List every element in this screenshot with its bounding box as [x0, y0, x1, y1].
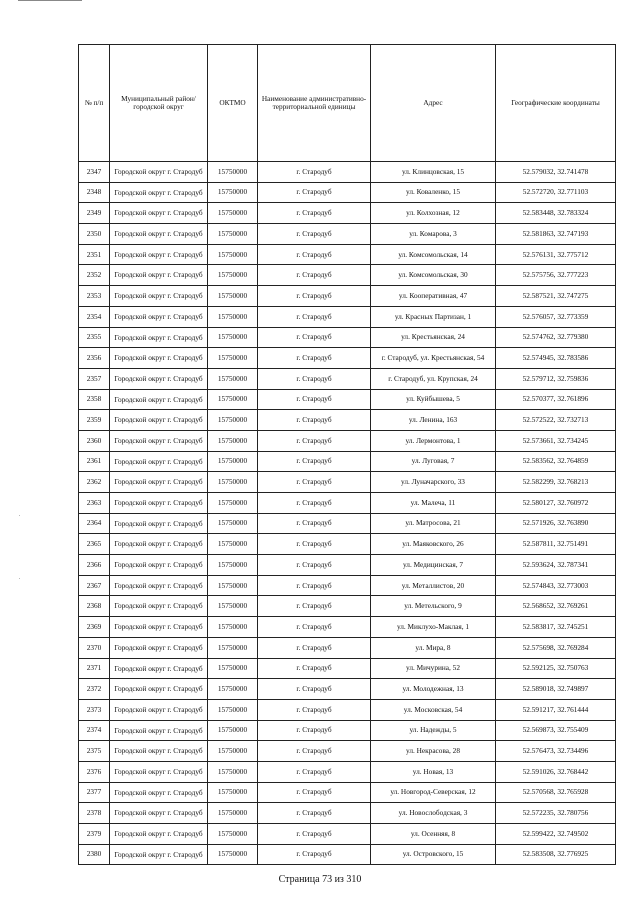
cell-coords: 52.583817, 32.745251: [496, 617, 616, 638]
cell-num: 2379: [79, 824, 110, 845]
cell-num: 2363: [79, 493, 110, 514]
cell-address: ул. Лермонтова, 1: [371, 430, 496, 451]
cell-num: 2353: [79, 286, 110, 307]
cell-address: ул. Коваленко, 15: [371, 182, 496, 203]
cell-address: ул. Новая, 13: [371, 761, 496, 782]
cell-coords: 52.589018, 32.749897: [496, 679, 616, 700]
cell-unit: г. Стародуб: [258, 720, 371, 741]
cell-coords: 52.574843, 32.773003: [496, 575, 616, 596]
cell-address: ул. Клинцовская, 15: [371, 162, 496, 183]
cell-address: г. Стародуб, ул. Крестьянская, 54: [371, 348, 496, 369]
cell-num: 2377: [79, 782, 110, 803]
cell-oktmo: 15750000: [208, 803, 258, 824]
table-header: [79, 45, 616, 162]
cell-oktmo: 15750000: [208, 430, 258, 451]
cell-oktmo: 15750000: [208, 182, 258, 203]
cell-address: ул. Московская, 54: [371, 699, 496, 720]
header-num: № п/п: [79, 45, 110, 162]
table-row: [79, 741, 616, 762]
cell-num: 2367: [79, 575, 110, 596]
cell-unit: г. Стародуб: [258, 265, 371, 286]
cell-oktmo: 15750000: [208, 265, 258, 286]
table-row: [79, 203, 616, 224]
table-row: [79, 720, 616, 741]
cell-unit: г. Стародуб: [258, 513, 371, 534]
cell-coords: 52.572235, 32.780756: [496, 803, 616, 824]
cell-unit: г. Стародуб: [258, 844, 371, 865]
cell-unit: г. Стародуб: [258, 596, 371, 617]
cell-district: Городской округ г. Стародуб: [110, 224, 208, 245]
cell-num: 2349: [79, 203, 110, 224]
cell-district: Городской округ г. Стародуб: [110, 244, 208, 265]
cell-unit: г. Стародуб: [258, 534, 371, 555]
cell-unit: г. Стародуб: [258, 575, 371, 596]
table-row: [79, 803, 616, 824]
cell-district: Городской округ г. Стародуб: [110, 203, 208, 224]
table-row: [79, 782, 616, 803]
cell-oktmo: 15750000: [208, 844, 258, 865]
cell-coords: 52.576131, 32.775712: [496, 244, 616, 265]
cell-district: Городской округ г. Стародуб: [110, 368, 208, 389]
cell-unit: г. Стародуб: [258, 162, 371, 183]
cell-oktmo: 15750000: [208, 327, 258, 348]
cell-oktmo: 15750000: [208, 637, 258, 658]
header-unit: Наименование административно-территориальной единицы: [258, 45, 371, 162]
table-row: [79, 265, 616, 286]
cell-oktmo: 15750000: [208, 534, 258, 555]
cell-num: 2372: [79, 679, 110, 700]
table-row: [79, 617, 616, 638]
table-row: [79, 472, 616, 493]
cell-district: Городской округ г. Стародуб: [110, 182, 208, 203]
cell-unit: г. Стародуб: [258, 493, 371, 514]
cell-coords: 52.575756, 32.777223: [496, 265, 616, 286]
table-row: [79, 493, 616, 514]
table-row: [79, 824, 616, 845]
cell-district: Городской округ г. Стародуб: [110, 265, 208, 286]
cell-coords: 52.591026, 32.768442: [496, 761, 616, 782]
cell-address: ул. Комсомольская, 30: [371, 265, 496, 286]
cell-district: Городской округ г. Стародуб: [110, 513, 208, 534]
cell-oktmo: 15750000: [208, 244, 258, 265]
cell-district: Городской округ г. Стародуб: [110, 451, 208, 472]
cell-coords: 52.573661, 32.734245: [496, 430, 616, 451]
cell-district: Городской округ г. Стародуб: [110, 679, 208, 700]
cell-address: ул. Металлистов, 20: [371, 575, 496, 596]
cell-coords: 52.576057, 32.773359: [496, 306, 616, 327]
cell-oktmo: 15750000: [208, 679, 258, 700]
cell-coords: 52.568652, 32.769261: [496, 596, 616, 617]
cell-district: Городской округ г. Стародуб: [110, 803, 208, 824]
cell-unit: г. Стародуб: [258, 658, 371, 679]
cell-district: Городской округ г. Стародуб: [110, 534, 208, 555]
cell-address: ул. Миклухо-Маклая, 1: [371, 617, 496, 638]
cell-district: Городской округ г. Стародуб: [110, 555, 208, 576]
cell-oktmo: 15750000: [208, 472, 258, 493]
table-row: [79, 327, 616, 348]
cell-num: 2366: [79, 555, 110, 576]
cell-num: 2380: [79, 844, 110, 865]
cell-district: Городской округ г. Стародуб: [110, 637, 208, 658]
cell-address: ул. Надежды, 5: [371, 720, 496, 741]
cell-unit: г. Стародуб: [258, 203, 371, 224]
cell-address: ул. Метельского, 9: [371, 596, 496, 617]
table-row: [79, 637, 616, 658]
cell-coords: 52.579032, 32.741478: [496, 162, 616, 183]
table-row: [79, 679, 616, 700]
cell-unit: г. Стародуб: [258, 306, 371, 327]
cell-district: Городской округ г. Стародуб: [110, 389, 208, 410]
cell-district: Городской округ г. Стародуб: [110, 575, 208, 596]
cell-coords: 52.599422, 32.749502: [496, 824, 616, 845]
cell-address: ул. Луначарского, 33: [371, 472, 496, 493]
cell-coords: 52.580127, 32.760972: [496, 493, 616, 514]
cell-num: 2356: [79, 348, 110, 369]
cell-num: 2348: [79, 182, 110, 203]
cell-num: 2373: [79, 699, 110, 720]
table-row: [79, 286, 616, 307]
table-row: [79, 761, 616, 782]
cell-district: Городской округ г. Стародуб: [110, 493, 208, 514]
table-row: [79, 596, 616, 617]
cell-unit: г. Стародуб: [258, 555, 371, 576]
cell-district: Городской округ г. Стародуб: [110, 720, 208, 741]
cell-oktmo: 15750000: [208, 741, 258, 762]
cell-num: 2376: [79, 761, 110, 782]
cell-address: ул. Новослободская, 3: [371, 803, 496, 824]
cell-num: 2354: [79, 306, 110, 327]
cell-coords: 52.575698, 32.769284: [496, 637, 616, 658]
cell-district: Городской округ г. Стародуб: [110, 658, 208, 679]
cell-coords: 52.574762, 32.779380: [496, 327, 616, 348]
cell-num: 2357: [79, 368, 110, 389]
table-row: [79, 451, 616, 472]
cell-district: Городской округ г. Стародуб: [110, 327, 208, 348]
header-oktmo: ОКТМО: [208, 45, 258, 162]
cell-coords: 52.572720, 32.771103: [496, 182, 616, 203]
cell-oktmo: 15750000: [208, 699, 258, 720]
cell-oktmo: 15750000: [208, 224, 258, 245]
cell-unit: г. Стародуб: [258, 348, 371, 369]
cell-address: ул. Колхозная, 12: [371, 203, 496, 224]
cell-coords: 52.587811, 32.751491: [496, 534, 616, 555]
table-row: [79, 658, 616, 679]
cell-district: Городской округ г. Стародуб: [110, 617, 208, 638]
cell-address: ул. Новгород-Северская, 12: [371, 782, 496, 803]
cell-district: Городской округ г. Стародуб: [110, 844, 208, 865]
cell-num: 2362: [79, 472, 110, 493]
cell-unit: г. Стародуб: [258, 368, 371, 389]
cell-district: Городской округ г. Стародуб: [110, 761, 208, 782]
cell-unit: г. Стародуб: [258, 224, 371, 245]
cell-coords: 52.593624, 32.787341: [496, 555, 616, 576]
cell-coords: 52.583448, 32.783324: [496, 203, 616, 224]
cell-address: ул. Куйбышева, 5: [371, 389, 496, 410]
cell-district: Городской округ г. Стародуб: [110, 741, 208, 762]
cell-coords: 52.570568, 32.765928: [496, 782, 616, 803]
cell-num: 2364: [79, 513, 110, 534]
cell-unit: г. Стародуб: [258, 327, 371, 348]
cell-oktmo: 15750000: [208, 596, 258, 617]
table-row: [79, 430, 616, 451]
cell-coords: 52.582299, 32.768213: [496, 472, 616, 493]
cell-num: 2365: [79, 534, 110, 555]
cell-num: 2352: [79, 265, 110, 286]
registry-table-container: [78, 44, 616, 865]
cell-unit: г. Стародуб: [258, 182, 371, 203]
page-footer: Страница 73 из 310: [278, 874, 362, 885]
cell-coords: 52.581863, 32.747193: [496, 224, 616, 245]
cell-district: Городской округ г. Стародуб: [110, 596, 208, 617]
cell-coords: 52.579712, 32.759836: [496, 368, 616, 389]
cell-coords: 52.574945, 32.783586: [496, 348, 616, 369]
cell-num: 2375: [79, 741, 110, 762]
cell-unit: г. Стародуб: [258, 761, 371, 782]
cell-oktmo: 15750000: [208, 782, 258, 803]
cell-district: Городской округ г. Стародуб: [110, 824, 208, 845]
cell-district: Городской округ г. Стародуб: [110, 306, 208, 327]
cell-num: 2371: [79, 658, 110, 679]
cell-coords: 52.583508, 32.776925: [496, 844, 616, 865]
cell-num: 2351: [79, 244, 110, 265]
cell-oktmo: 15750000: [208, 286, 258, 307]
table-row: [79, 389, 616, 410]
cell-num: 2358: [79, 389, 110, 410]
cell-num: 2378: [79, 803, 110, 824]
cell-unit: г. Стародуб: [258, 741, 371, 762]
table-row: [79, 575, 616, 596]
cell-coords: 52.572522, 32.732713: [496, 410, 616, 431]
cell-num: 2350: [79, 224, 110, 245]
cell-unit: г. Стародуб: [258, 472, 371, 493]
cell-oktmo: 15750000: [208, 513, 258, 534]
header-coords: Географические координаты: [496, 45, 616, 162]
cell-unit: г. Стародуб: [258, 244, 371, 265]
cell-unit: г. Стародуб: [258, 679, 371, 700]
cell-address: ул. Островского, 15: [371, 844, 496, 865]
table-row: [79, 555, 616, 576]
cell-district: Городской округ г. Стародуб: [110, 782, 208, 803]
cell-num: 2347: [79, 162, 110, 183]
cell-coords: 52.587521, 32.747275: [496, 286, 616, 307]
table-row: [79, 513, 616, 534]
top-rule: [18, 0, 82, 1]
cell-coords: 52.570377, 32.761896: [496, 389, 616, 410]
cell-unit: г. Стародуб: [258, 699, 371, 720]
table-row: [79, 306, 616, 327]
cell-unit: г. Стародуб: [258, 617, 371, 638]
header-district: Муниципальный район/городской округ: [110, 45, 208, 162]
table-row: [79, 182, 616, 203]
scan-speck: [19, 515, 20, 516]
cell-unit: г. Стародуб: [258, 782, 371, 803]
table-row: [79, 844, 616, 865]
table-row: [79, 534, 616, 555]
cell-oktmo: 15750000: [208, 368, 258, 389]
cell-address: ул. Ленина, 163: [371, 410, 496, 431]
cell-oktmo: 15750000: [208, 493, 258, 514]
cell-address: г. Стародуб, ул. Крупская, 24: [371, 368, 496, 389]
cell-oktmo: 15750000: [208, 162, 258, 183]
cell-address: ул. Малеча, 11: [371, 493, 496, 514]
cell-oktmo: 15750000: [208, 203, 258, 224]
cell-num: 2368: [79, 596, 110, 617]
cell-address: ул. Медицинская, 7: [371, 555, 496, 576]
table-row: [79, 162, 616, 183]
cell-oktmo: 15750000: [208, 389, 258, 410]
cell-district: Городской округ г. Стародуб: [110, 286, 208, 307]
cell-unit: г. Стародуб: [258, 389, 371, 410]
cell-address: ул. Луговая, 7: [371, 451, 496, 472]
scan-speck: [19, 578, 20, 579]
cell-unit: г. Стародуб: [258, 824, 371, 845]
cell-num: 2374: [79, 720, 110, 741]
cell-address: ул. Кооперативная, 47: [371, 286, 496, 307]
cell-district: Городской округ г. Стародуб: [110, 410, 208, 431]
table-row: [79, 244, 616, 265]
cell-address: ул. Некрасова, 28: [371, 741, 496, 762]
table-row: [79, 348, 616, 369]
cell-oktmo: 15750000: [208, 555, 258, 576]
cell-num: 2359: [79, 410, 110, 431]
cell-num: 2360: [79, 430, 110, 451]
cell-unit: г. Стародуб: [258, 451, 371, 472]
cell-oktmo: 15750000: [208, 824, 258, 845]
cell-district: Городской округ г. Стародуб: [110, 472, 208, 493]
cell-num: 2369: [79, 617, 110, 638]
cell-oktmo: 15750000: [208, 658, 258, 679]
cell-coords: 52.569873, 32.755409: [496, 720, 616, 741]
cell-unit: г. Стародуб: [258, 803, 371, 824]
table-row: [79, 224, 616, 245]
cell-address: ул. Осенняя, 8: [371, 824, 496, 845]
cell-address: ул. Крестьянская, 24: [371, 327, 496, 348]
table-row: [79, 699, 616, 720]
cell-num: 2355: [79, 327, 110, 348]
table-row: [79, 368, 616, 389]
cell-coords: 52.592125, 32.750763: [496, 658, 616, 679]
cell-oktmo: 15750000: [208, 720, 258, 741]
cell-num: 2370: [79, 637, 110, 658]
cell-district: Городской округ г. Стародуб: [110, 699, 208, 720]
cell-oktmo: 15750000: [208, 410, 258, 431]
cell-district: Городской округ г. Стародуб: [110, 348, 208, 369]
cell-address: ул. Комарова, 3: [371, 224, 496, 245]
cell-district: Городской округ г. Стародуб: [110, 162, 208, 183]
cell-address: ул. Мичурина, 52: [371, 658, 496, 679]
cell-unit: г. Стародуб: [258, 430, 371, 451]
cell-num: 2361: [79, 451, 110, 472]
cell-coords: 52.591217, 32.761444: [496, 699, 616, 720]
header-row: [79, 45, 616, 162]
cell-oktmo: 15750000: [208, 348, 258, 369]
cell-coords: 52.583562, 32.764859: [496, 451, 616, 472]
table-body: [79, 162, 616, 865]
cell-coords: 52.571926, 32.763890: [496, 513, 616, 534]
cell-unit: г. Стародуб: [258, 286, 371, 307]
table-row: [79, 410, 616, 431]
cell-address: ул. Мира, 8: [371, 637, 496, 658]
cell-district: Городской округ г. Стародуб: [110, 430, 208, 451]
cell-address: ул. Комсомольская, 14: [371, 244, 496, 265]
cell-oktmo: 15750000: [208, 306, 258, 327]
cell-address: ул. Молодежная, 13: [371, 679, 496, 700]
registry-table: [78, 44, 616, 865]
cell-unit: г. Стародуб: [258, 410, 371, 431]
cell-oktmo: 15750000: [208, 451, 258, 472]
cell-oktmo: 15750000: [208, 761, 258, 782]
cell-address: ул. Красных Партизан, 1: [371, 306, 496, 327]
cell-address: ул. Матросова, 21: [371, 513, 496, 534]
cell-address: ул. Маяковского, 26: [371, 534, 496, 555]
cell-coords: 52.576473, 32.734496: [496, 741, 616, 762]
cell-unit: г. Стародуб: [258, 637, 371, 658]
header-address: Адрес: [371, 45, 496, 162]
cell-oktmo: 15750000: [208, 617, 258, 638]
cell-oktmo: 15750000: [208, 575, 258, 596]
